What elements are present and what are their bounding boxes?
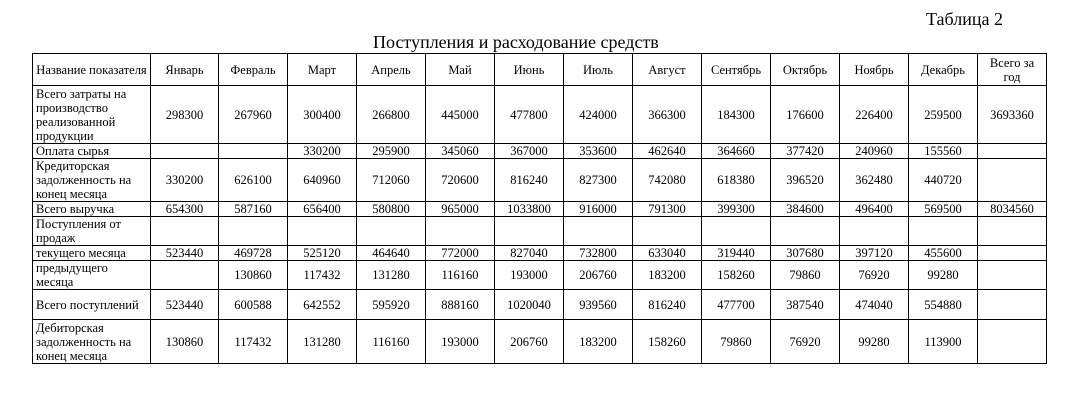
value-cell: 158260 xyxy=(633,320,702,364)
value-cell: 76920 xyxy=(840,261,909,290)
value-cell: 732800 xyxy=(564,246,633,261)
value-cell: 525120 xyxy=(288,246,357,261)
value-cell: 240960 xyxy=(840,144,909,159)
value-cell: 206760 xyxy=(564,261,633,290)
value-cell: 76920 xyxy=(771,320,840,364)
value-cell xyxy=(978,144,1047,159)
row-label: текущего месяца xyxy=(33,246,151,261)
table-row xyxy=(33,86,1047,144)
value-cell: 469728 xyxy=(219,246,288,261)
value-cell: 377420 xyxy=(771,144,840,159)
cashflow-table xyxy=(32,53,1047,364)
value-cell: 965000 xyxy=(426,202,495,217)
table-title: Поступления и расходование средств xyxy=(373,32,659,52)
value-cell: 1020040 xyxy=(495,290,564,320)
value-cell: 266800 xyxy=(357,86,426,144)
value-cell: 366300 xyxy=(633,86,702,144)
value-cell: 183200 xyxy=(633,261,702,290)
value-cell: 99280 xyxy=(909,261,978,290)
value-cell xyxy=(564,217,633,246)
value-cell: 523440 xyxy=(151,246,219,261)
value-cell xyxy=(151,261,219,290)
header-cell: Март xyxy=(288,54,357,86)
header-cell: Май xyxy=(426,54,495,86)
value-cell: 362480 xyxy=(840,159,909,202)
value-cell: 712060 xyxy=(357,159,426,202)
value-cell: 193000 xyxy=(426,320,495,364)
header-cell: Ноябрь xyxy=(840,54,909,86)
row-label: Оплата сырья xyxy=(33,144,151,159)
header-cell: Всего за год xyxy=(978,54,1047,86)
value-cell: 399300 xyxy=(702,202,771,217)
value-cell xyxy=(633,217,702,246)
value-cell: 474040 xyxy=(840,290,909,320)
value-cell: 554880 xyxy=(909,290,978,320)
value-cell: 496400 xyxy=(840,202,909,217)
header-cell: Август xyxy=(633,54,702,86)
table-body xyxy=(33,86,1047,364)
value-cell: 155560 xyxy=(909,144,978,159)
value-cell: 396520 xyxy=(771,159,840,202)
value-cell: 116160 xyxy=(357,320,426,364)
table-row xyxy=(33,159,1047,202)
table-row xyxy=(33,202,1047,217)
value-cell: 791300 xyxy=(633,202,702,217)
value-cell: 827300 xyxy=(564,159,633,202)
row-label: предыдущего месяца xyxy=(33,261,151,290)
value-cell: 183200 xyxy=(564,320,633,364)
value-cell: 445000 xyxy=(426,86,495,144)
value-cell: 742080 xyxy=(633,159,702,202)
value-cell: 117432 xyxy=(219,320,288,364)
value-cell: 477700 xyxy=(702,290,771,320)
value-cell: 8034560 xyxy=(978,202,1047,217)
value-cell: 116160 xyxy=(426,261,495,290)
header-cell: Апрель xyxy=(357,54,426,86)
value-cell: 477800 xyxy=(495,86,564,144)
value-cell: 364660 xyxy=(702,144,771,159)
value-cell: 367000 xyxy=(495,144,564,159)
table-number-label: Таблица 2 xyxy=(926,9,1003,29)
value-cell: 720600 xyxy=(426,159,495,202)
value-cell: 455600 xyxy=(909,246,978,261)
value-cell xyxy=(495,217,564,246)
value-cell: 384600 xyxy=(771,202,840,217)
value-cell: 523440 xyxy=(151,290,219,320)
value-cell xyxy=(978,290,1047,320)
value-cell xyxy=(219,144,288,159)
value-cell: 654300 xyxy=(151,202,219,217)
table-row xyxy=(33,290,1047,320)
table-row xyxy=(33,246,1047,261)
value-cell xyxy=(978,261,1047,290)
table-row xyxy=(33,217,1047,246)
row-label: Дебиторская задолженность на конец месяца xyxy=(33,320,151,364)
value-cell: 131280 xyxy=(357,261,426,290)
value-cell: 330200 xyxy=(288,144,357,159)
value-cell: 424000 xyxy=(564,86,633,144)
table-row xyxy=(33,320,1047,364)
header-cell: Сентябрь xyxy=(702,54,771,86)
value-cell: 772000 xyxy=(426,246,495,261)
header-cell: Июнь xyxy=(495,54,564,86)
value-cell xyxy=(357,217,426,246)
value-cell xyxy=(219,217,288,246)
value-cell: 267960 xyxy=(219,86,288,144)
value-cell: 226400 xyxy=(840,86,909,144)
value-cell: 307680 xyxy=(771,246,840,261)
value-cell xyxy=(426,217,495,246)
value-cell: 888160 xyxy=(426,290,495,320)
row-label: Всего поступлений xyxy=(33,290,151,320)
value-cell xyxy=(771,217,840,246)
value-cell: 319440 xyxy=(702,246,771,261)
value-cell: 3693360 xyxy=(978,86,1047,144)
value-cell: 113900 xyxy=(909,320,978,364)
value-cell: 1033800 xyxy=(495,202,564,217)
header-indicator-name: Название показателя xyxy=(33,54,151,86)
value-cell: 206760 xyxy=(495,320,564,364)
value-cell: 587160 xyxy=(219,202,288,217)
value-cell: 259500 xyxy=(909,86,978,144)
value-cell: 939560 xyxy=(564,290,633,320)
value-cell: 816240 xyxy=(633,290,702,320)
value-cell: 464640 xyxy=(357,246,426,261)
table-row xyxy=(33,261,1047,290)
value-cell: 79860 xyxy=(771,261,840,290)
value-cell: 330200 xyxy=(151,159,219,202)
value-cell: 569500 xyxy=(909,202,978,217)
value-cell: 79860 xyxy=(702,320,771,364)
row-label: Всего затраты на производство реализованной продукции xyxy=(33,86,151,144)
value-cell: 580800 xyxy=(357,202,426,217)
value-cell xyxy=(288,217,357,246)
value-cell xyxy=(978,217,1047,246)
value-cell: 176600 xyxy=(771,86,840,144)
row-label: Всего выручка xyxy=(33,202,151,217)
header-cell: Февраль xyxy=(219,54,288,86)
value-cell: 618380 xyxy=(702,159,771,202)
value-cell: 117432 xyxy=(288,261,357,290)
value-cell xyxy=(151,144,219,159)
value-cell: 626100 xyxy=(219,159,288,202)
value-cell: 440720 xyxy=(909,159,978,202)
value-cell: 345060 xyxy=(426,144,495,159)
value-cell: 158260 xyxy=(702,261,771,290)
value-cell: 298300 xyxy=(151,86,219,144)
value-cell: 462640 xyxy=(633,144,702,159)
value-cell: 816240 xyxy=(495,159,564,202)
header-cell: Январь xyxy=(151,54,219,86)
table-row xyxy=(33,144,1047,159)
value-cell: 130860 xyxy=(219,261,288,290)
value-cell: 295900 xyxy=(357,144,426,159)
value-cell: 827040 xyxy=(495,246,564,261)
value-cell: 656400 xyxy=(288,202,357,217)
value-cell xyxy=(978,159,1047,202)
value-cell xyxy=(978,320,1047,364)
value-cell: 916000 xyxy=(564,202,633,217)
header-cell: Июль xyxy=(564,54,633,86)
row-label: Кредиторская задолженность на конец месяца xyxy=(33,159,151,202)
value-cell: 99280 xyxy=(840,320,909,364)
value-cell xyxy=(151,217,219,246)
value-cell: 387540 xyxy=(771,290,840,320)
value-cell: 595920 xyxy=(357,290,426,320)
table-header-row xyxy=(33,54,1047,86)
value-cell: 642552 xyxy=(288,290,357,320)
value-cell xyxy=(702,217,771,246)
value-cell: 184300 xyxy=(702,86,771,144)
value-cell: 600588 xyxy=(219,290,288,320)
value-cell: 397120 xyxy=(840,246,909,261)
value-cell: 353600 xyxy=(564,144,633,159)
value-cell: 131280 xyxy=(288,320,357,364)
value-cell: 300400 xyxy=(288,86,357,144)
header-cell: Октябрь xyxy=(771,54,840,86)
value-cell xyxy=(840,217,909,246)
value-cell xyxy=(909,217,978,246)
row-label: Поступления от продаж xyxy=(33,217,151,246)
value-cell: 633040 xyxy=(633,246,702,261)
header-cell: Декабрь xyxy=(909,54,978,86)
value-cell: 130860 xyxy=(151,320,219,364)
value-cell xyxy=(978,246,1047,261)
value-cell: 640960 xyxy=(288,159,357,202)
value-cell: 193000 xyxy=(495,261,564,290)
